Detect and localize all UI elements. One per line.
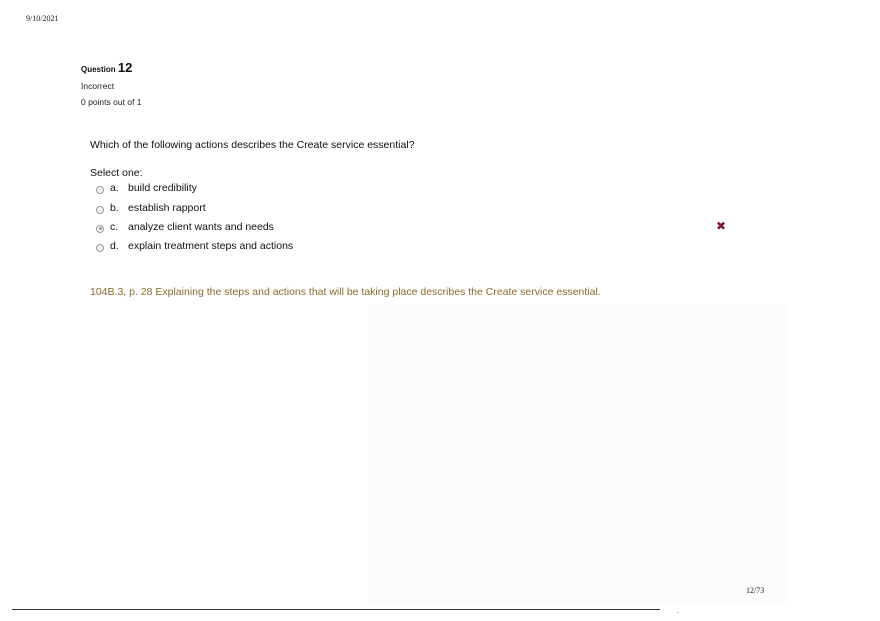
print-date: 9/10/2021 bbox=[26, 14, 59, 23]
radio-button-c[interactable] bbox=[96, 225, 104, 233]
page-number: 12/73 bbox=[746, 586, 765, 595]
option-text: analyze client wants and needs bbox=[128, 221, 274, 233]
option-text: explain treatment steps and actions bbox=[128, 240, 294, 252]
footer-trailing-mark: . bbox=[677, 606, 680, 615]
question-title bbox=[81, 60, 142, 78]
answer-option-d[interactable] bbox=[96, 239, 293, 253]
cross-icon: ✖ bbox=[716, 219, 727, 233]
option-letter: b. bbox=[110, 202, 119, 214]
question-text: Which of the following actions describes the Create service essential? bbox=[90, 139, 415, 151]
option-letter: c. bbox=[110, 221, 119, 233]
option-text: establish rapport bbox=[128, 202, 206, 214]
option-letter: d. bbox=[110, 240, 119, 252]
answer-option-b[interactable] bbox=[96, 201, 206, 215]
question-info bbox=[81, 60, 142, 110]
question-state: Incorrect bbox=[81, 81, 115, 91]
background-panel bbox=[368, 304, 788, 604]
question-grade: 0 points out of 1 bbox=[81, 97, 142, 107]
select-prompt: Select one: bbox=[90, 167, 143, 179]
option-text: build credibility bbox=[128, 182, 197, 194]
option-letter: a. bbox=[110, 182, 119, 194]
radio-button-d[interactable] bbox=[96, 244, 104, 252]
question-number: 12 bbox=[117, 60, 133, 75]
radio-button-b[interactable] bbox=[96, 206, 104, 214]
radio-button-a[interactable] bbox=[96, 186, 104, 194]
answer-option-a[interactable] bbox=[96, 181, 197, 195]
footer-divider bbox=[12, 609, 660, 610]
question-title-prefix: Question bbox=[81, 65, 116, 74]
answer-option-c[interactable] bbox=[96, 220, 274, 234]
general-feedback: 104B.3, p. 28 Explaining the steps and actions that will be taking place describes the Create service essential. bbox=[90, 286, 601, 298]
